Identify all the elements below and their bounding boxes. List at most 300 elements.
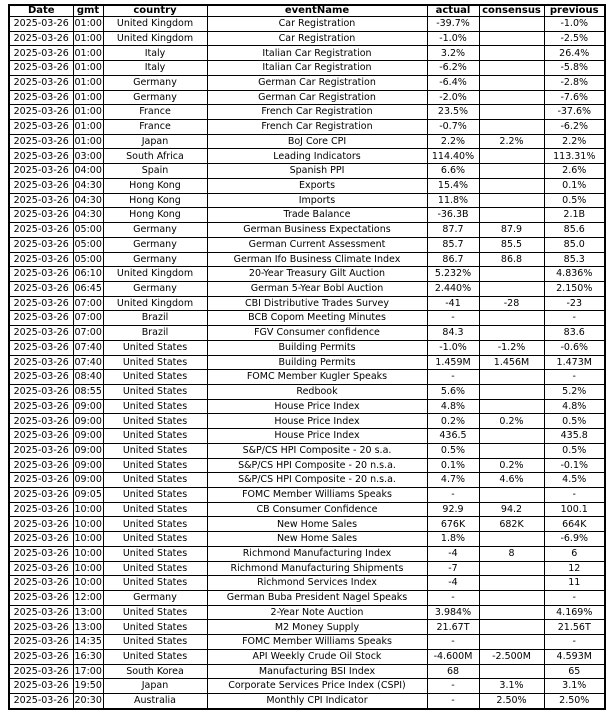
cell-country: United States: [103, 576, 207, 591]
cell-actual: 87.7: [427, 223, 479, 238]
cell-actual: -: [427, 370, 479, 385]
cell-actual: 3.984%: [427, 605, 479, 620]
cell-previous: 4.593M: [544, 649, 605, 664]
cell-event-name: Car Registration: [207, 31, 427, 46]
cell-actual: -1.0%: [427, 31, 479, 46]
cell-country: United States: [103, 443, 207, 458]
cell-event-name: FOMC Member Williams Speaks: [207, 488, 427, 503]
cell-previous: 2.2%: [544, 134, 605, 149]
cell-event-name: FOMC Member Williams Speaks: [207, 635, 427, 650]
table-row: [9, 223, 605, 238]
cell-previous: 0.5%: [544, 193, 605, 208]
cell-country: Italy: [103, 61, 207, 76]
cell-actual: 21.67T: [427, 620, 479, 635]
cell-event-name: Richmond Manufacturing Shipments: [207, 561, 427, 576]
cell-date: 2025-03-26: [9, 223, 73, 238]
cell-consensus: [479, 90, 544, 105]
cell-event-name: Building Permits: [207, 340, 427, 355]
cell-country: Japan: [103, 134, 207, 149]
cell-actual: -41: [427, 296, 479, 311]
cell-consensus: 85.5: [479, 237, 544, 252]
cell-event-name: S&P/CS HPI Composite - 20 n.s.a.: [207, 473, 427, 488]
cell-consensus: [479, 664, 544, 679]
cell-country: Hong Kong: [103, 178, 207, 193]
cell-country: United States: [103, 473, 207, 488]
table-row: [9, 90, 605, 105]
cell-previous: 2.1B: [544, 208, 605, 223]
cell-consensus: 87.9: [479, 223, 544, 238]
cell-previous: 0.5%: [544, 414, 605, 429]
cell-actual: -7: [427, 561, 479, 576]
cell-event-name: German 5-Year Bobl Auction: [207, 281, 427, 296]
cell-actual: -36.3B: [427, 208, 479, 223]
cell-consensus: 2.2%: [479, 134, 544, 149]
cell-event-name: API Weekly Crude Oil Stock: [207, 649, 427, 664]
cell-previous: 12: [544, 561, 605, 576]
cell-previous: -: [544, 311, 605, 326]
cell-event-name: Leading Indicators: [207, 149, 427, 164]
table-row: [9, 252, 605, 267]
cell-event-name: M2 Money Supply: [207, 620, 427, 635]
table-row: [9, 635, 605, 650]
cell-country: Japan: [103, 679, 207, 694]
cell-previous: 65: [544, 664, 605, 679]
cell-event-name: House Price Index: [207, 429, 427, 444]
cell-country: United Kingdom: [103, 17, 207, 32]
cell-consensus: 94.2: [479, 502, 544, 517]
cell-country: France: [103, 105, 207, 120]
table-row: [9, 532, 605, 547]
cell-gmt: 04:00: [73, 164, 103, 179]
cell-gmt: 07:40: [73, 340, 103, 355]
table-row: [9, 105, 605, 120]
cell-gmt: 05:00: [73, 237, 103, 252]
table-row: [9, 664, 605, 679]
cell-consensus: [479, 620, 544, 635]
table-row: [9, 458, 605, 473]
cell-previous: -: [544, 370, 605, 385]
table-row: [9, 591, 605, 606]
cell-country: Germany: [103, 237, 207, 252]
cell-actual: -4.600M: [427, 649, 479, 664]
cell-event-name: Building Permits: [207, 355, 427, 370]
cell-consensus: [479, 75, 544, 90]
cell-date: 2025-03-26: [9, 326, 73, 341]
cell-country: Germany: [103, 281, 207, 296]
cell-event-name: Richmond Manufacturing Index: [207, 546, 427, 561]
cell-actual: 85.7: [427, 237, 479, 252]
cell-actual: 3.2%: [427, 46, 479, 61]
cell-country: United Kingdom: [103, 31, 207, 46]
cell-actual: 15.4%: [427, 178, 479, 193]
cell-country: Brazil: [103, 311, 207, 326]
table-row: [9, 237, 605, 252]
cell-event-name: Redbook: [207, 384, 427, 399]
cell-consensus: 1.456M: [479, 355, 544, 370]
cell-previous: -: [544, 635, 605, 650]
cell-previous: 664K: [544, 517, 605, 532]
cell-previous: 0.1%: [544, 178, 605, 193]
cell-actual: -6.4%: [427, 75, 479, 90]
cell-consensus: 3.1%: [479, 679, 544, 694]
cell-gmt: 04:30: [73, 178, 103, 193]
cell-event-name: French Car Registration: [207, 105, 427, 120]
cell-gmt: 16:30: [73, 649, 103, 664]
cell-event-name: New Home Sales: [207, 532, 427, 547]
cell-consensus: [479, 576, 544, 591]
table-header: [9, 5, 605, 17]
table-row: [9, 17, 605, 32]
header-row: [9, 5, 605, 17]
cell-consensus: [479, 591, 544, 606]
cell-previous: -: [544, 488, 605, 503]
cell-country: South Korea: [103, 664, 207, 679]
cell-actual: -: [427, 635, 479, 650]
cell-gmt: 03:00: [73, 149, 103, 164]
cell-actual: 0.5%: [427, 443, 479, 458]
cell-event-name: Monthly CPI Indicator: [207, 694, 427, 709]
cell-gmt: 05:00: [73, 252, 103, 267]
cell-consensus: [479, 178, 544, 193]
cell-gmt: 01:00: [73, 75, 103, 90]
cell-consensus: [479, 532, 544, 547]
cell-previous: -0.6%: [544, 340, 605, 355]
cell-actual: 68: [427, 664, 479, 679]
cell-event-name: German Car Registration: [207, 90, 427, 105]
cell-country: Spain: [103, 164, 207, 179]
column-header-previous: previous: [544, 5, 605, 17]
cell-country: United States: [103, 517, 207, 532]
cell-consensus: [479, 17, 544, 32]
cell-consensus: [479, 267, 544, 282]
cell-event-name: CB Consumer Confidence: [207, 502, 427, 517]
cell-previous: 2.6%: [544, 164, 605, 179]
cell-actual: -: [427, 694, 479, 709]
cell-actual: -2.0%: [427, 90, 479, 105]
cell-gmt: 01:00: [73, 46, 103, 61]
cell-consensus: [479, 31, 544, 46]
column-header-event-name: eventName: [207, 5, 427, 17]
cell-previous: 83.6: [544, 326, 605, 341]
cell-consensus: [479, 120, 544, 135]
cell-previous: 4.5%: [544, 473, 605, 488]
cell-actual: 1.8%: [427, 532, 479, 547]
cell-gmt: 19:50: [73, 679, 103, 694]
cell-event-name: German Business Expectations: [207, 223, 427, 238]
cell-previous: 113.31%: [544, 149, 605, 164]
column-header-country: country: [103, 5, 207, 17]
cell-actual: 84.3: [427, 326, 479, 341]
cell-gmt: 01:00: [73, 31, 103, 46]
cell-gmt: 09:00: [73, 399, 103, 414]
cell-previous: 21.56T: [544, 620, 605, 635]
cell-previous: 11: [544, 576, 605, 591]
cell-date: 2025-03-26: [9, 473, 73, 488]
table-row: [9, 546, 605, 561]
cell-country: Brazil: [103, 326, 207, 341]
cell-actual: 11.8%: [427, 193, 479, 208]
cell-gmt: 09:00: [73, 443, 103, 458]
table-row: [9, 340, 605, 355]
cell-gmt: 06:45: [73, 281, 103, 296]
table-row: [9, 193, 605, 208]
cell-consensus: 8: [479, 546, 544, 561]
cell-consensus: [479, 399, 544, 414]
cell-consensus: 86.8: [479, 252, 544, 267]
cell-actual: 0.2%: [427, 414, 479, 429]
cell-previous: -6.2%: [544, 120, 605, 135]
cell-date: 2025-03-26: [9, 46, 73, 61]
cell-actual: -: [427, 311, 479, 326]
cell-consensus: 0.2%: [479, 414, 544, 429]
cell-gmt: 10:00: [73, 576, 103, 591]
cell-date: 2025-03-26: [9, 31, 73, 46]
cell-gmt: 01:00: [73, 105, 103, 120]
table-row: [9, 164, 605, 179]
cell-actual: 86.7: [427, 252, 479, 267]
table-row: [9, 429, 605, 444]
economic-calendar-table: [8, 4, 606, 710]
cell-consensus: [479, 193, 544, 208]
cell-date: 2025-03-26: [9, 134, 73, 149]
table-body: [9, 17, 605, 710]
cell-previous: 2.50%: [544, 694, 605, 709]
cell-gmt: 04:30: [73, 193, 103, 208]
cell-date: 2025-03-26: [9, 502, 73, 517]
cell-date: 2025-03-26: [9, 649, 73, 664]
table-row: [9, 61, 605, 76]
cell-gmt: 07:40: [73, 355, 103, 370]
cell-consensus: [479, 561, 544, 576]
cell-actual: -39.7%: [427, 17, 479, 32]
cell-actual: 5.6%: [427, 384, 479, 399]
cell-date: 2025-03-26: [9, 532, 73, 547]
cell-event-name: House Price Index: [207, 399, 427, 414]
cell-consensus: [479, 46, 544, 61]
cell-country: Germany: [103, 223, 207, 238]
cell-gmt: 13:00: [73, 620, 103, 635]
cell-consensus: [479, 488, 544, 503]
cell-previous: 85.6: [544, 223, 605, 238]
cell-consensus: [479, 443, 544, 458]
table-row: [9, 149, 605, 164]
table-row: [9, 267, 605, 282]
cell-event-name: Exports: [207, 178, 427, 193]
cell-date: 2025-03-26: [9, 591, 73, 606]
cell-event-name: Italian Car Registration: [207, 46, 427, 61]
cell-previous: 6: [544, 546, 605, 561]
cell-date: 2025-03-26: [9, 458, 73, 473]
cell-date: 2025-03-26: [9, 237, 73, 252]
cell-actual: 2.2%: [427, 134, 479, 149]
cell-consensus: 0.2%: [479, 458, 544, 473]
cell-actual: 4.7%: [427, 473, 479, 488]
cell-date: 2025-03-26: [9, 75, 73, 90]
cell-consensus: -1.2%: [479, 340, 544, 355]
cell-actual: -4: [427, 546, 479, 561]
cell-previous: 5.2%: [544, 384, 605, 399]
cell-country: United States: [103, 532, 207, 547]
cell-date: 2025-03-26: [9, 384, 73, 399]
cell-country: Germany: [103, 591, 207, 606]
cell-date: 2025-03-26: [9, 164, 73, 179]
cell-actual: -4: [427, 576, 479, 591]
cell-country: South Africa: [103, 149, 207, 164]
cell-date: 2025-03-26: [9, 311, 73, 326]
table-row: [9, 576, 605, 591]
table-row: [9, 694, 605, 709]
cell-event-name: Imports: [207, 193, 427, 208]
cell-date: 2025-03-26: [9, 443, 73, 458]
cell-previous: -2.5%: [544, 31, 605, 46]
table-row: [9, 311, 605, 326]
cell-gmt: 06:10: [73, 267, 103, 282]
cell-country: United States: [103, 635, 207, 650]
cell-consensus: -28: [479, 296, 544, 311]
cell-consensus: [479, 384, 544, 399]
cell-actual: 4.8%: [427, 399, 479, 414]
cell-gmt: 10:00: [73, 546, 103, 561]
cell-event-name: S&P/CS HPI Composite - 20 n.s.a.: [207, 458, 427, 473]
cell-date: 2025-03-26: [9, 340, 73, 355]
cell-event-name: German Buba President Nagel Speaks: [207, 591, 427, 606]
cell-gmt: 01:00: [73, 61, 103, 76]
cell-event-name: BCB Copom Meeting Minutes: [207, 311, 427, 326]
table-row: [9, 399, 605, 414]
column-header-date: Date: [9, 5, 73, 17]
cell-date: 2025-03-26: [9, 61, 73, 76]
table-row: [9, 208, 605, 223]
cell-actual: 23.5%: [427, 105, 479, 120]
cell-event-name: German Ifo Business Climate Index: [207, 252, 427, 267]
cell-date: 2025-03-26: [9, 620, 73, 635]
cell-date: 2025-03-26: [9, 635, 73, 650]
cell-gmt: 12:00: [73, 591, 103, 606]
cell-event-name: Richmond Services Index: [207, 576, 427, 591]
cell-event-name: Corporate Services Price Index (CSPI): [207, 679, 427, 694]
cell-previous: 3.1%: [544, 679, 605, 694]
cell-gmt: 09:00: [73, 414, 103, 429]
cell-actual: 6.6%: [427, 164, 479, 179]
cell-country: United Kingdom: [103, 267, 207, 282]
cell-actual: 114.40%: [427, 149, 479, 164]
cell-consensus: 4.6%: [479, 473, 544, 488]
cell-event-name: New Home Sales: [207, 517, 427, 532]
cell-event-name: German Car Registration: [207, 75, 427, 90]
cell-consensus: 2.50%: [479, 694, 544, 709]
column-header-actual: actual: [427, 5, 479, 17]
cell-actual: -0.7%: [427, 120, 479, 135]
cell-gmt: 10:00: [73, 502, 103, 517]
cell-previous: -6.9%: [544, 532, 605, 547]
cell-country: United States: [103, 370, 207, 385]
cell-actual: -6.2%: [427, 61, 479, 76]
table-row: [9, 620, 605, 635]
cell-country: United States: [103, 414, 207, 429]
cell-country: United States: [103, 561, 207, 576]
cell-country: Germany: [103, 90, 207, 105]
cell-actual: -: [427, 679, 479, 694]
cell-gmt: 09:05: [73, 488, 103, 503]
cell-gmt: 09:00: [73, 473, 103, 488]
cell-date: 2025-03-26: [9, 355, 73, 370]
cell-event-name: CBI Distributive Trades Survey: [207, 296, 427, 311]
cell-date: 2025-03-26: [9, 679, 73, 694]
table-row: [9, 517, 605, 532]
cell-gmt: 17:00: [73, 664, 103, 679]
cell-event-name: BoJ Core CPI: [207, 134, 427, 149]
cell-previous: -0.1%: [544, 458, 605, 473]
cell-gmt: 05:00: [73, 223, 103, 238]
column-header-gmt: gmt: [73, 5, 103, 17]
cell-country: United States: [103, 488, 207, 503]
cell-date: 2025-03-26: [9, 296, 73, 311]
cell-country: Hong Kong: [103, 193, 207, 208]
cell-consensus: [479, 281, 544, 296]
cell-actual: 676K: [427, 517, 479, 532]
cell-country: Italy: [103, 46, 207, 61]
cell-date: 2025-03-26: [9, 694, 73, 709]
cell-previous: -7.6%: [544, 90, 605, 105]
cell-consensus: [479, 635, 544, 650]
cell-gmt: 07:00: [73, 311, 103, 326]
cell-gmt: 07:00: [73, 326, 103, 341]
table-row: [9, 326, 605, 341]
column-header-consensus: consensus: [479, 5, 544, 17]
cell-date: 2025-03-26: [9, 149, 73, 164]
cell-gmt: 08:40: [73, 370, 103, 385]
cell-country: Hong Kong: [103, 208, 207, 223]
cell-actual: -: [427, 591, 479, 606]
table-row: [9, 134, 605, 149]
cell-country: United States: [103, 605, 207, 620]
cell-actual: 92.9: [427, 502, 479, 517]
cell-gmt: 01:00: [73, 90, 103, 105]
cell-previous: 435.8: [544, 429, 605, 444]
table-row: [9, 488, 605, 503]
cell-consensus: [479, 326, 544, 341]
cell-previous: -2.8%: [544, 75, 605, 90]
cell-consensus: [479, 208, 544, 223]
cell-actual: -: [427, 488, 479, 503]
cell-date: 2025-03-26: [9, 546, 73, 561]
cell-event-name: Manufacturing BSI Index: [207, 664, 427, 679]
cell-date: 2025-03-26: [9, 193, 73, 208]
cell-consensus: 682K: [479, 517, 544, 532]
cell-consensus: [479, 311, 544, 326]
cell-country: United States: [103, 546, 207, 561]
cell-country: United States: [103, 384, 207, 399]
table-row: [9, 384, 605, 399]
cell-previous: 4.8%: [544, 399, 605, 414]
cell-actual: 1.459M: [427, 355, 479, 370]
cell-event-name: Italian Car Registration: [207, 61, 427, 76]
cell-actual: -1.0%: [427, 340, 479, 355]
cell-date: 2025-03-26: [9, 605, 73, 620]
cell-date: 2025-03-26: [9, 105, 73, 120]
table-row: [9, 296, 605, 311]
cell-country: United States: [103, 355, 207, 370]
cell-gmt: 20:30: [73, 694, 103, 709]
cell-previous: 26.4%: [544, 46, 605, 61]
cell-previous: -: [544, 591, 605, 606]
cell-date: 2025-03-26: [9, 576, 73, 591]
cell-date: 2025-03-26: [9, 120, 73, 135]
cell-event-name: S&P/CS HPI Composite - 20 s.a.: [207, 443, 427, 458]
cell-previous: 85.0: [544, 237, 605, 252]
cell-country: United States: [103, 502, 207, 517]
cell-previous: 1.473M: [544, 355, 605, 370]
